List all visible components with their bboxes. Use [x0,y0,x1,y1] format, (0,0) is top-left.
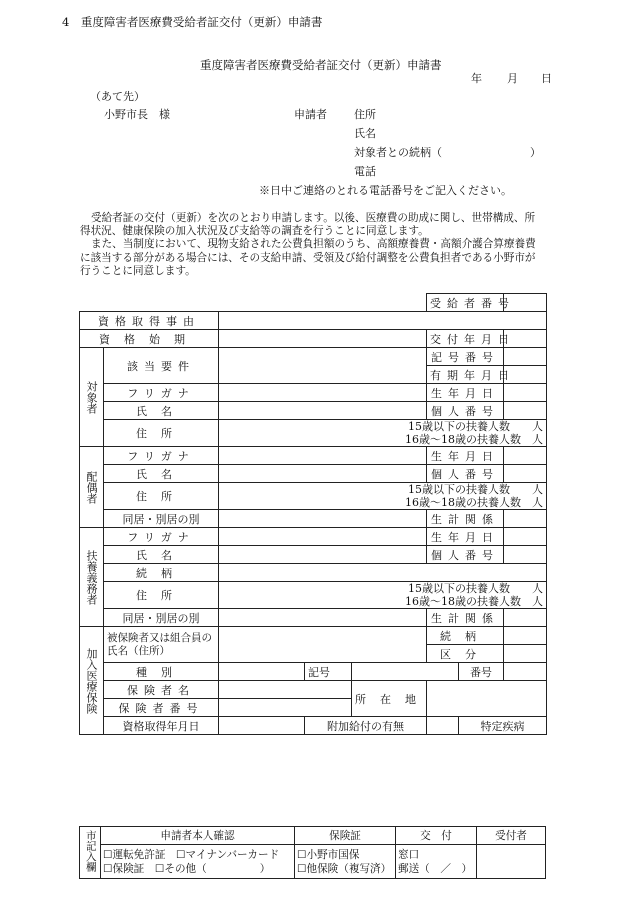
subject-individual-number-field[interactable] [504,402,547,420]
header-line: 4 重度障害者医療費受給者証交付（更新）申請書 [62,15,323,29]
insurer-number-label: 保険者番号 [104,699,219,717]
insurance-code-field[interactable] [352,663,459,681]
office-use-table [79,826,546,879]
spouse-cohabitation-field[interactable] [219,510,427,528]
opt-insurance[interactable]: ☐保険証 ☐その他（ ） [103,862,271,875]
spouse-individual-number-label: 個人番号 [427,465,504,483]
insurer-name-field[interactable] [219,681,352,699]
date-year: 年 [471,72,482,85]
supporter-name-field[interactable] [219,546,427,564]
spouse-livelihood-field[interactable] [504,510,547,528]
spouse-livelihood-label: 生計関係 [427,510,504,528]
insurer-location-label: 所在地 [352,681,427,717]
supporter-name-label: 氏名 [104,546,219,564]
supporter-cohabitation-label: 同居・別居の別 [104,609,219,627]
applicant-label: 申請者 [294,108,327,121]
insurance-code-label: 記号 [305,663,352,681]
insured-division-label: 区分 [427,645,504,663]
insurance-type-field[interactable] [219,663,305,681]
qualification-start-label: 資格始期 [80,330,219,348]
insurance-number-label: 番号 [459,663,504,681]
section-spouse: 配偶者 [80,447,104,528]
date-day: 日 [541,72,552,85]
insured-relation-label: 続柄 [427,627,504,645]
phone-note: ※日中ご連絡のとれる電話番号をご記入ください。 [259,184,512,197]
supporter-livelihood-label: 生計関係 [427,609,504,627]
spouse-individual-number-field[interactable] [504,465,547,483]
subject-birth-date-label: 生年月日 [427,384,504,402]
applicant-phone-label: 電話 [354,165,376,178]
supporter-furigana-field[interactable] [219,528,427,546]
supporter-relationship-field[interactable] [219,564,547,582]
spouse-cohabitation-label: 同居・別居の別 [104,510,219,528]
supporter-birth-date-field[interactable] [504,528,547,546]
insured-name-field[interactable] [219,627,427,663]
subject-name-field[interactable] [219,402,427,420]
insurance-card-options[interactable] [295,845,396,879]
spouse-birth-date-label: 生年月日 [427,447,504,465]
qualification-reason-label: 資格取得事由 [80,312,219,330]
subject-name-label: 氏名 [104,402,219,420]
receiver-field[interactable] [477,845,546,879]
section-supporter: 扶養義務者 [80,528,104,627]
spouse-birth-date-field[interactable] [504,447,547,465]
validity-period-label: 有期年月日 [427,366,504,384]
insurance-card-header: 保険証 [295,827,396,845]
insured-division-field[interactable] [504,645,547,663]
page-title: 重度障害者医療費受給者証交付（更新）申請書 [200,58,442,72]
to-label: （あて先） [90,90,145,103]
insured-name-label: 被保険者又は組合員の氏名（住所） [104,627,219,663]
qualification-date-field[interactable] [219,717,305,735]
consent-text [80,212,542,278]
opt-window[interactable]: 窓口 [398,848,420,861]
insured-relation-field[interactable] [504,627,547,645]
qualification-date-label: 資格取得年月日 [104,717,219,735]
addressee: 小野市長 様 [104,108,170,121]
subject-dependents: 15歳以下の扶養人数 人 16歳〜18歳の扶養人数 人 [219,420,547,447]
issue-header: 交 付 [396,827,477,845]
insurer-location-field[interactable] [427,681,547,717]
subject-individual-number-label: 個人番号 [427,402,504,420]
consent-paragraph-2: また、当制度において、現物支給された公費負担額のうち、高額療養費・高額介護合算療養費に該当する部分がある場合には、その支給申請、受領及び給付調整を公費負担者である小野市が行うことに同意します。 [80,238,536,277]
subject-address-label: 住所 [104,420,219,447]
section-subject: 対象者 [80,348,104,447]
applicant-address-label: 住所 [354,108,376,121]
opt-mail[interactable]: 郵送（ ／ ） [398,862,473,875]
qualification-reason-field[interactable] [219,312,547,330]
spouse-dependents: 15歳以下の扶養人数 人 16歳〜18歳の扶養人数 人 [219,483,547,510]
additional-benefit-field[interactable] [427,717,459,735]
spouse-address-label: 住所 [104,483,219,510]
section-insurance: 加入医療保険 [80,627,104,735]
consent-paragraph-1: 受給者証の交付（更新）を次のとおり申請します。以後、医療費の助成に関し、世帯構成、所得状況、健康保険の加入状況及び支給等の調査を行うことに同意します。 [80,212,536,238]
code-number-field[interactable] [504,348,547,366]
insurance-type-label: 種別 [104,663,219,681]
supporter-address-label: 住所 [104,582,219,609]
opt-license[interactable]: ☐運転免許証 ☐マイナンバーカード [103,848,280,861]
spouse-name-field[interactable] [219,465,427,483]
date-month: 月 [507,72,518,85]
applicant-check-header: 申請者本人確認 [101,827,295,845]
subject-birth-date-field[interactable] [504,384,547,402]
insurance-number-field[interactable] [504,663,547,681]
applicable-requirements-field[interactable] [219,348,427,384]
supporter-individual-number-field[interactable] [504,546,547,564]
office-section-label: 市記入欄 [80,827,101,879]
issue-options[interactable] [396,845,477,879]
applicable-requirements-label: 該当要件 [104,348,219,384]
supporter-furigana-label: フリガナ [104,528,219,546]
receiver-header: 受付者 [477,827,546,845]
application-form [79,293,547,735]
additional-benefit-label: 附加給付の有無 [305,717,427,735]
recipient-number-label: 受給者番号 [427,294,504,312]
opt-other[interactable]: ☐他保険（複写済） [297,862,392,875]
supporter-dependents: 15歳以下の扶養人数 人 16歳〜18歳の扶養人数 人 [219,582,547,609]
spouse-furigana-label: フリガナ [104,447,219,465]
applicant-check-options[interactable] [101,845,295,879]
insurer-number-field[interactable] [219,699,352,717]
opt-ono[interactable]: ☐小野市国保 [297,848,360,861]
supporter-cohabitation-field[interactable] [219,609,427,627]
spouse-furigana-field[interactable] [219,447,427,465]
specific-disease-label: 特定疾病 [459,717,547,735]
issue-date-label: 交付年月日 [427,330,504,348]
supporter-livelihood-field[interactable] [504,609,547,627]
supporter-individual-number-label: 個人番号 [427,546,504,564]
qualification-start-field[interactable] [219,330,427,348]
supporter-relationship-label: 続柄 [104,564,219,582]
code-number-label: 記号番号 [427,348,504,366]
applicant-relation-label: 対象者との続柄（ ） [354,146,541,159]
supporter-birth-date-label: 生年月日 [427,528,504,546]
spouse-name-label: 氏名 [104,465,219,483]
applicant-name-label: 氏名 [354,127,376,140]
subject-furigana-label: フリガナ [104,384,219,402]
subject-furigana-field[interactable] [219,384,427,402]
insurer-name-label: 保険者名 [104,681,219,699]
